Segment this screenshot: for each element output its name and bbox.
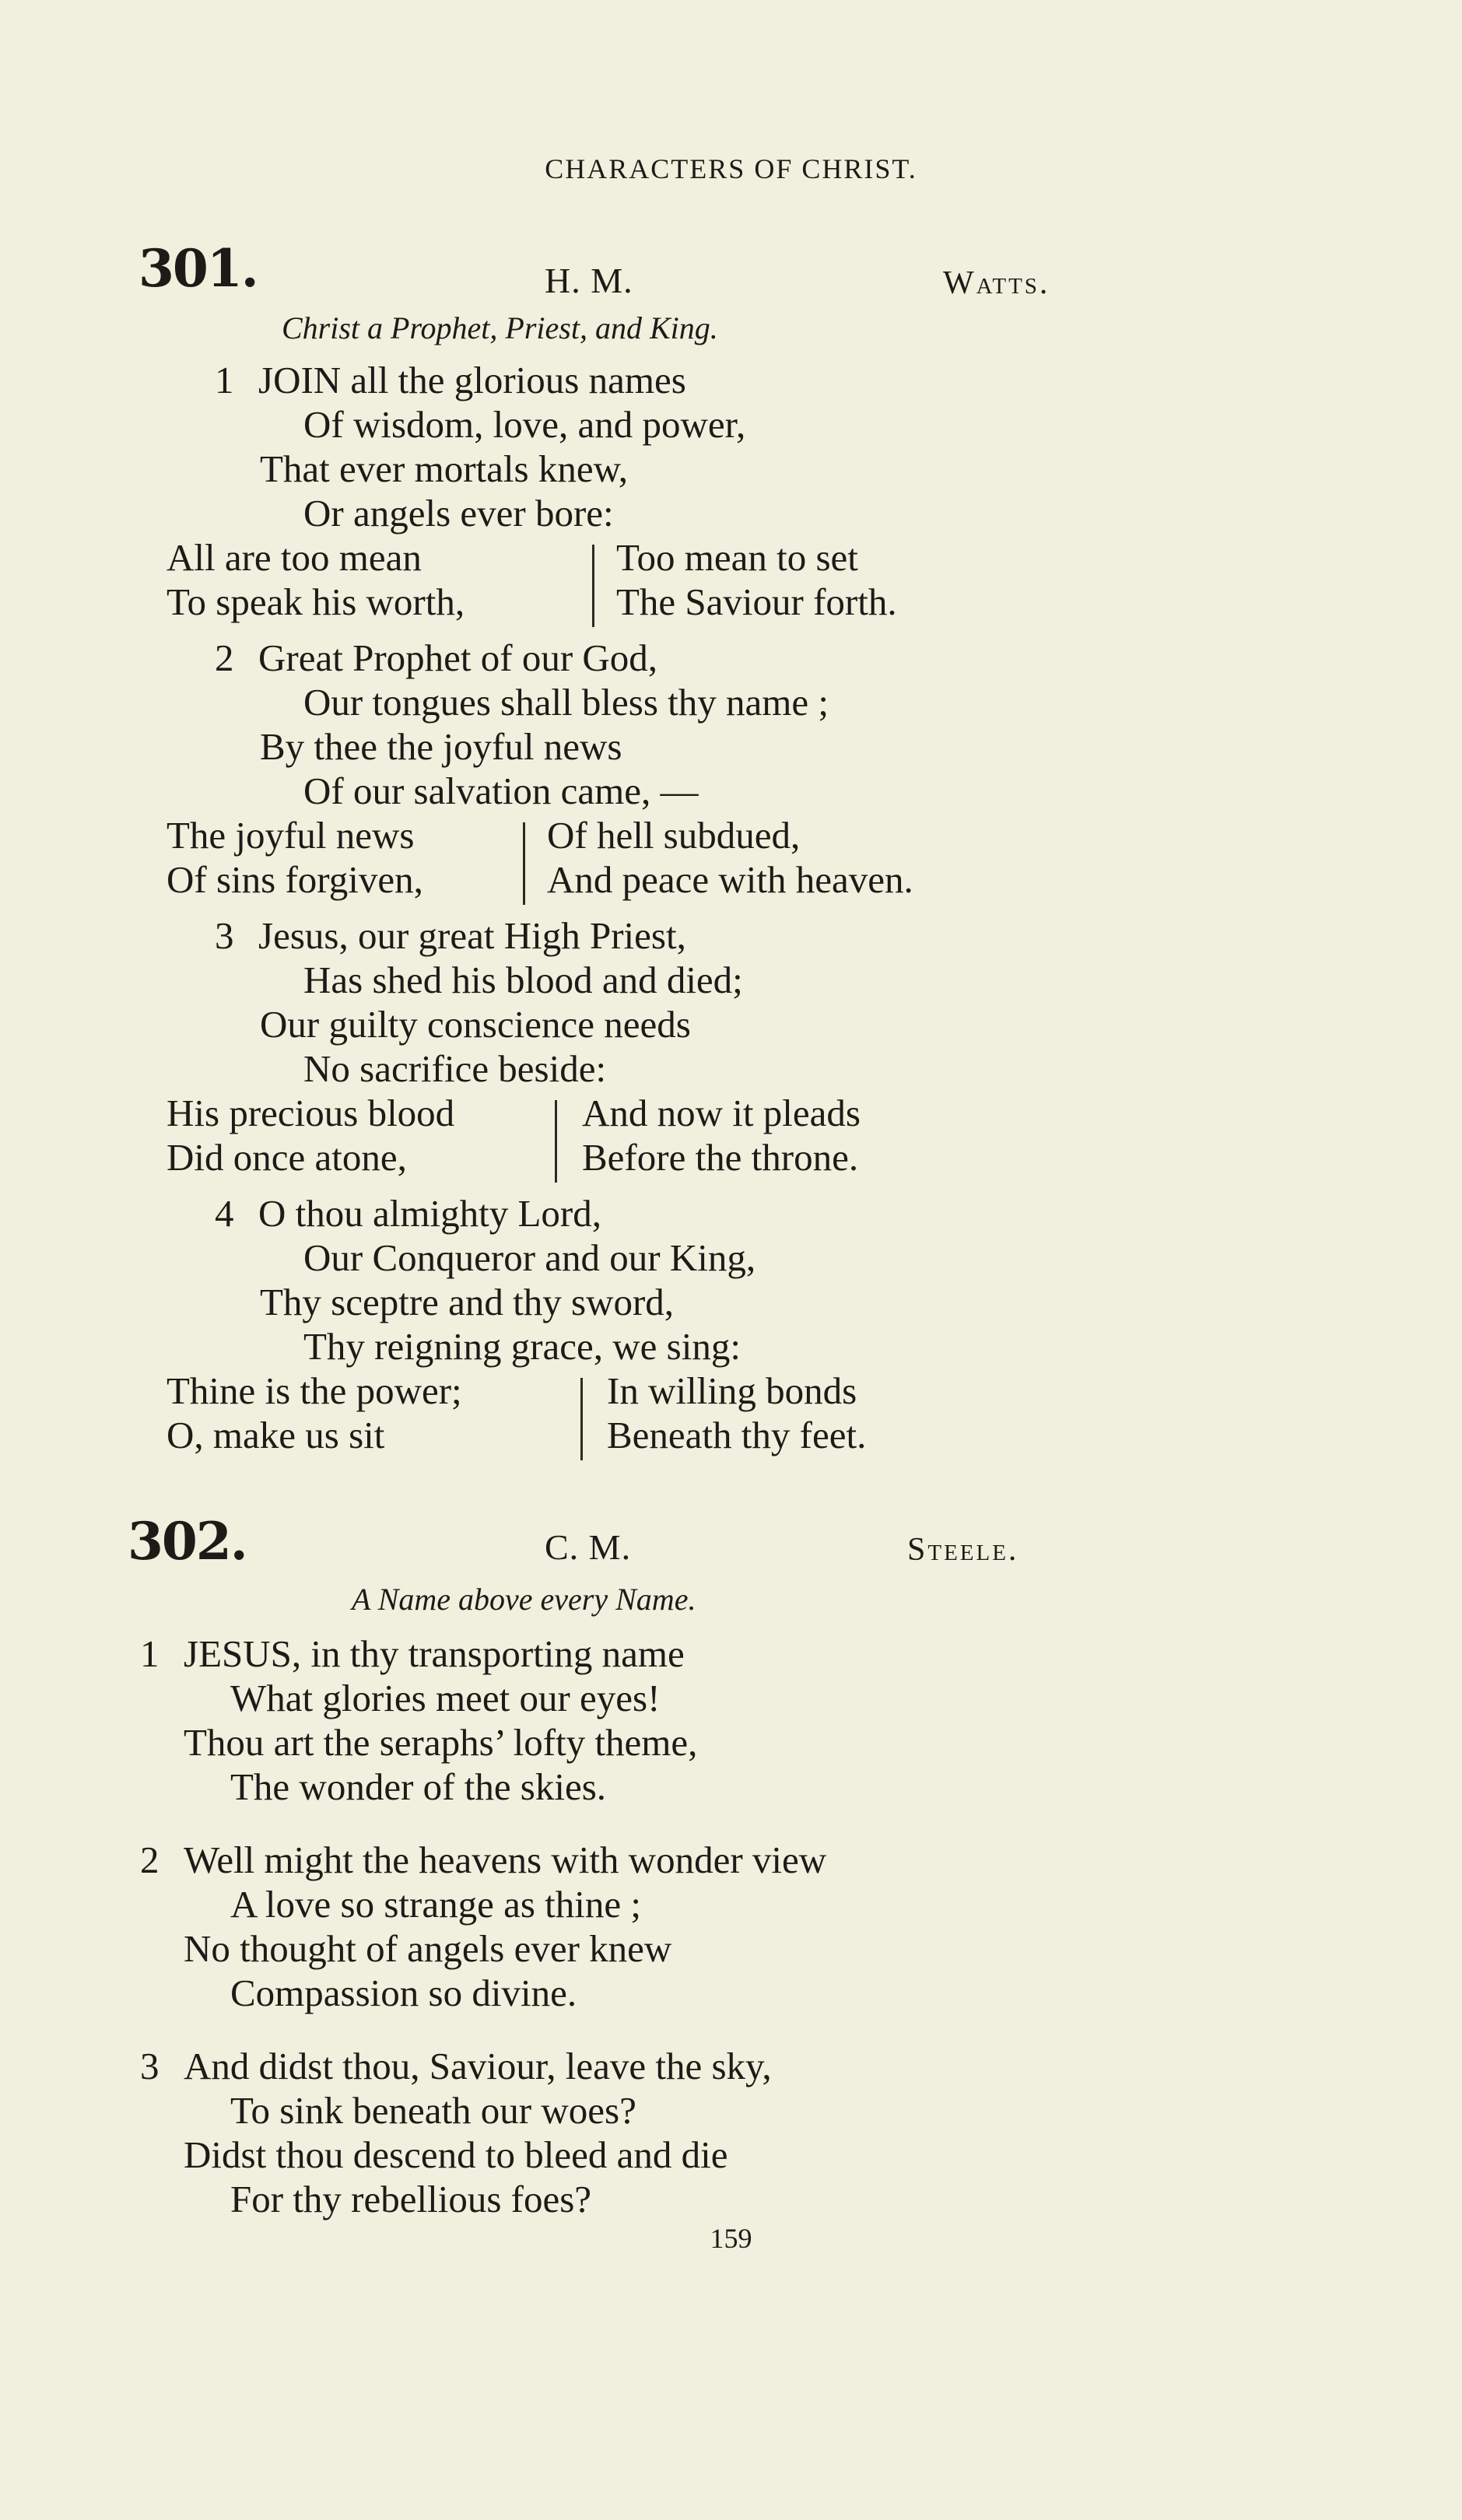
- column-divider: [555, 1100, 557, 1183]
- verse-number: 3: [215, 914, 234, 957]
- verse-line: 4 O thou almighty Lord,: [215, 1192, 601, 1235]
- hymn-author: Watts.: [943, 265, 1050, 301]
- verse-number: 1: [140, 1632, 160, 1675]
- couplet-right: Of hell subdued,: [547, 814, 801, 857]
- couplet-left: All are too mean: [167, 536, 422, 579]
- verse-line: The wonder of the skies.: [230, 1765, 607, 1808]
- hymn-meter: H. M.: [545, 261, 633, 300]
- couplet-left: To speak his worth,: [167, 580, 465, 623]
- verse-line: Our Conqueror and our King,: [303, 1236, 756, 1279]
- verse-line: No thought of angels ever knew: [184, 1927, 672, 1970]
- couplet-left: Of sins forgiven,: [167, 858, 423, 901]
- hymn-author: Steele.: [907, 1532, 1019, 1568]
- verse-line: Of wisdom, love, and power,: [303, 403, 746, 446]
- couplet-right: Before the throne.: [582, 1136, 859, 1179]
- verse-line: 3 And didst thou, Saviour, leave the sky,: [140, 2045, 772, 2087]
- couplet-right: Too mean to set: [616, 536, 858, 579]
- verse-line: Or angels ever bore:: [303, 492, 614, 534]
- column-divider: [592, 545, 594, 627]
- couplet-left: Did once atone,: [167, 1136, 407, 1179]
- verse-line: Compassion so divine.: [230, 1971, 577, 2014]
- verse-line: Didst thou descend to bleed and die: [184, 2133, 728, 2176]
- hymn-number: 301.: [138, 238, 258, 299]
- verse-line: Of our salvation came, —: [303, 769, 699, 812]
- verse-line: Thou art the seraphs’ lofty theme,: [184, 1721, 698, 1764]
- verse-line: No sacrifice beside:: [303, 1047, 607, 1090]
- couplet-right: The Saviour forth.: [616, 580, 897, 623]
- hymn-number: 302.: [128, 1511, 247, 1572]
- column-divider: [580, 1378, 583, 1460]
- verse-line: 1 JESUS, in thy transporting name: [140, 1632, 685, 1675]
- verse-line: To sink beneath our woes?: [230, 2089, 636, 2132]
- verse-line: What glories meet our eyes!: [230, 1677, 661, 1719]
- couplet-right: In willing bonds: [607, 1369, 857, 1412]
- verse-line: 2 Well might the heavens with wonder view: [140, 1838, 827, 1881]
- column-divider: [523, 822, 525, 905]
- verse-line: Our guilty conscience needs: [260, 1003, 691, 1046]
- couplet-right: And peace with heaven.: [547, 858, 913, 901]
- verse-line: Our tongues shall bless thy name ;: [303, 681, 829, 724]
- couplet-left: His precious blood: [167, 1092, 455, 1134]
- verse-number: 3: [140, 2045, 160, 2087]
- hymn-subtitle: A Name above every Name.: [352, 1582, 696, 1617]
- verse-line: That ever mortals knew,: [260, 447, 629, 490]
- couplet-left: The joyful news: [167, 814, 415, 857]
- verse-line: Has shed his blood and died;: [303, 959, 743, 1001]
- hymn-subtitle: Christ a Prophet, Priest, and King.: [282, 310, 718, 345]
- running-head: CHARACTERS OF CHRIST.: [545, 153, 917, 184]
- verse-number: 1: [215, 359, 234, 401]
- verse-line: Thy sceptre and thy sword,: [260, 1281, 675, 1323]
- couplet-right: And now it pleads: [582, 1092, 861, 1134]
- hymn-meter: C. M.: [545, 1527, 632, 1567]
- couplet-left: Thine is the power;: [167, 1369, 462, 1412]
- verse-line: 1 JOIN all the glorious names: [215, 359, 686, 401]
- verse-line: 3 Jesus, our great High Priest,: [215, 914, 686, 957]
- verse-line: 2 Great Prophet of our God,: [215, 636, 658, 679]
- couplet-right: Beneath thy feet.: [607, 1414, 867, 1456]
- verse-number: 2: [140, 1838, 160, 1881]
- page-number: 159: [710, 2223, 752, 2254]
- verse-number: 2: [215, 636, 234, 679]
- verse-line: For thy rebellious foes?: [230, 2178, 592, 2220]
- verse-line: By thee the joyful news: [260, 725, 622, 768]
- couplet-left: O, make us sit: [167, 1414, 385, 1456]
- verse-number: 4: [215, 1192, 234, 1235]
- verse-line: Thy reigning grace, we sing:: [303, 1325, 741, 1368]
- verse-line: A love so strange as thine ;: [230, 1883, 642, 1926]
